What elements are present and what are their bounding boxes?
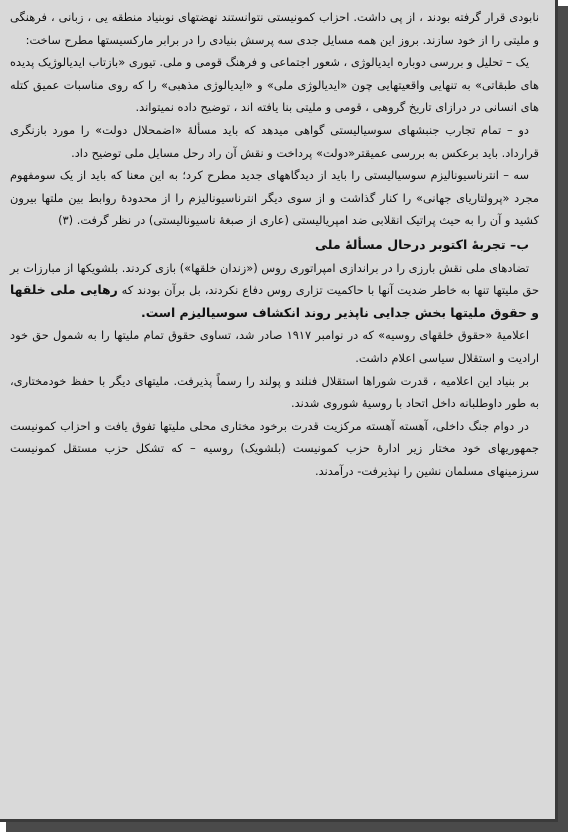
paragraph-declaration: اعلامیهٔ «حقوق خلقهای روسیه» که در نوامبر ۱۹۱۷ صادر شد، تساوی حقوق تمام ملیتها را به شمول حق خود ارادیت و استقلال سیاسی اعلام داشت. <box>10 328 539 365</box>
paragraph-point-one: یک – تحلیل و بررسی دوباره ایدیالوژی ، شعور اجتماعی و فرهنگ قومی و ملی. تیوری «بازتاب ایدیالوژیک پدیده های طبقاتی» به تنهایی واقعیتهایی چون «ایدیالوژی ملی» و «ایدیالوژی مذهبی» را که روی مناسبات عمیق کتله های انسانی در درازای تاریخ گروهی ، قومی و ملیتی بنا یافته اند ، توضیح داده نمیتواند. <box>10 55 539 115</box>
paragraph-point-three: سه – انترناسیونالیزم سوسیالیستی را باید از دیدگاههای جدید مطرح کرد؛ به این معنا که باید از یک سومفهوم مجرد «پرولتاریای جهانی» را کنار گذاشت و از سوی دیگر انترناسیونالیزم را از محدودهٔ روابط بین ملتها بیرون کشید و آن را به حیث پراتیک انقلابی ضد امپریالیستی (عاری از صبغهٔ ناسیونالیستی) در نظر گرفت. (۳) <box>10 168 539 228</box>
paragraph-october-experience <box>10 257 539 325</box>
paragraph-october-emphasis: رهایی ملی خلقها و حقوق ملیتها بخش جدایی ناپذیر روند انکشاف سوسیالیزم است. <box>10 282 539 320</box>
section-heading: ب– تجربهٔ اکتوبر درحال مسألهٔ ملی <box>315 236 529 252</box>
page-shadow-right <box>558 6 568 828</box>
paragraph-point-two: دو – تمام تجارب جنبشهای سوسیالیستی گواهی میدهد که باید مسألهٔ «اضمحلال دولت» را مورد بازنگری قرارداد. باید برعکس به بررسی عمیقتر«دولت» پرداخت و نقش آن راد رحل مسایل ملی توضیح داد. <box>10 122 539 160</box>
paragraph-october-text: تضادهای ملی نقش بارزی را در براندازی امپراتوری روس («زندان خلقها») بازی کردند. بلشویکها از مبارزات بر حق ملیتها تنها به خاطر ضدیت آنها با حاکمیت تزاری روس دفاع نکردند، بل برآن بودند که <box>10 260 539 298</box>
page-shadow-bottom <box>6 822 568 832</box>
paragraph-intro: نابودی قرار گرفته بودند ، از پی داشت. احزاب کمونیستی نتوانستند نهضتهای نوبنیاد منطقه یی ، زبانی ، فرهنگی و ملیتی را از خود سازند. بروز این همه مسایل جدی سه پرسش بنیادی را در برابر مارکسیستها مطرح ساخت: <box>10 10 539 47</box>
paragraph-independence: بر بنیاد این اعلامیه ، قدرت شوراها استقلال فنلند و پولند را رسماً پذیرفت. ملیتهای دیگر با حفظ خودمختاری، به طور داوطلبانه داخل اتحاد با روسیهٔ شوروی شدند. <box>10 373 539 411</box>
paragraph-civil-war: در دوام جنگ داخلی، آهسته آهسته مرکزیت قدرت برخود مختاری محلی ملیتها تفوق یافت و احزاب کمونیست جمهوریهای خود مختار زیر ادارهٔ حزب کمونیست (بلشویک) روسیه – که تشکل حزب مستقل کمونیست سرزمینهای مسلمان نشین را نپذیرفت- درآمدند. <box>10 418 539 478</box>
